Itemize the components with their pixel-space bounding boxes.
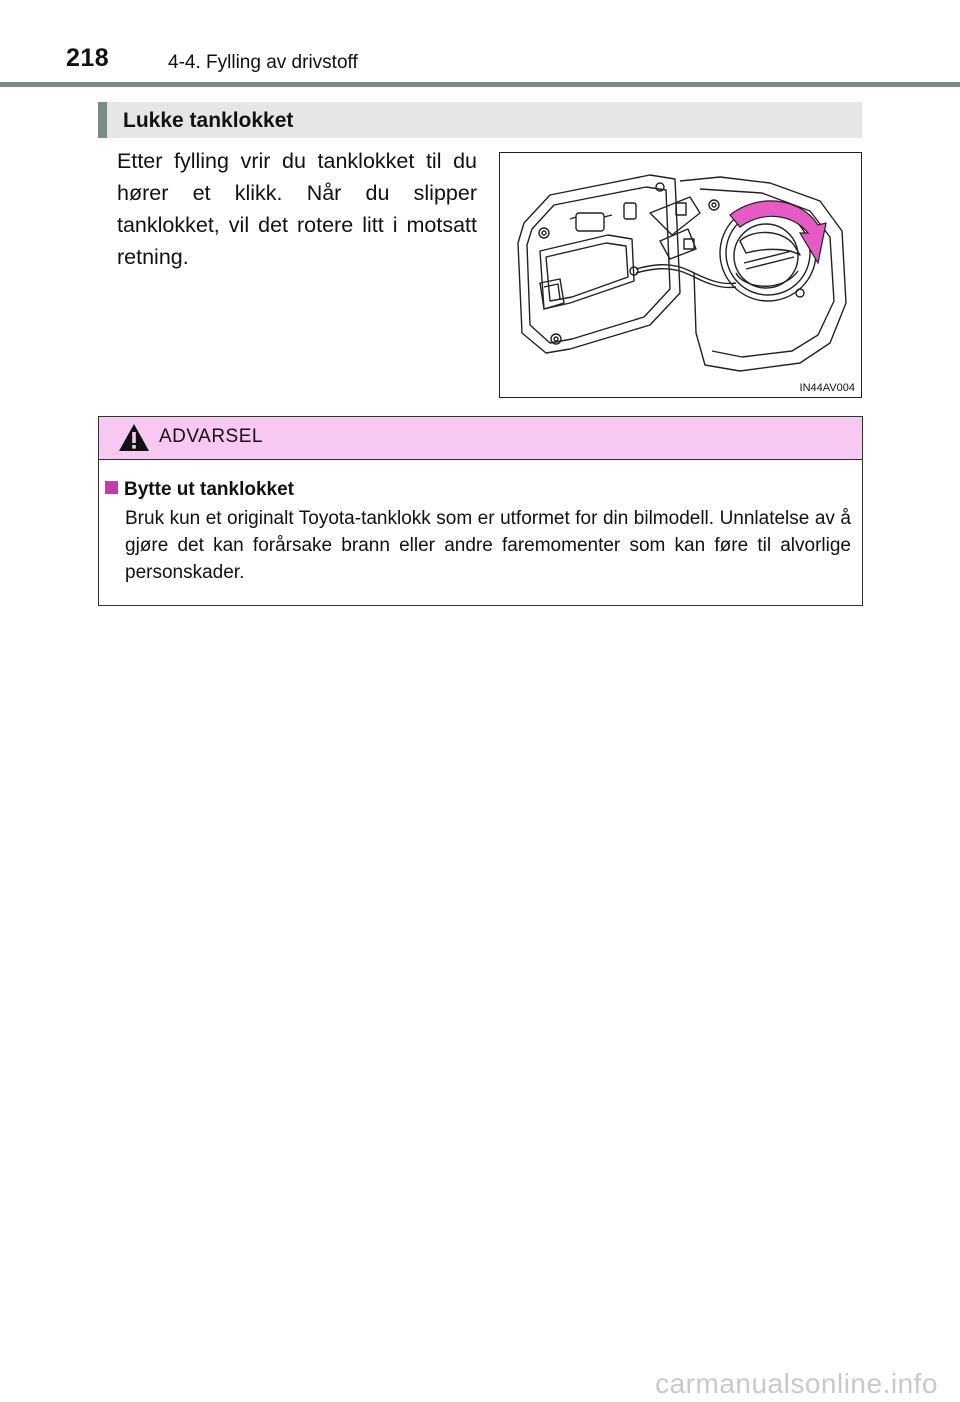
page-number: 218 xyxy=(66,44,110,72)
fuel-door-drawing xyxy=(500,153,861,397)
warning-item-title xyxy=(105,479,294,501)
section-title: Lukke tanklokket xyxy=(123,109,294,132)
warning-header xyxy=(99,417,862,460)
warning-icon xyxy=(117,422,151,454)
section-heading-bar xyxy=(98,102,862,138)
warning-item-text: Bruk kun et originalt Toyota-tanklokk som er utformet for din bilmodell. Unnlatelse av å gjøre det kan forårsake brann eller andre faremomenter som kan føre til alvorlige personskader. xyxy=(125,508,851,583)
figure-code: IN44AV004 xyxy=(799,382,855,394)
fuel-cap-illustration xyxy=(499,152,862,398)
warning-label: ADVARSEL xyxy=(159,426,263,447)
chapter-title: 4-4. Fylling av drivstoff xyxy=(168,52,358,73)
header-rule xyxy=(0,82,960,87)
section-body-text: Etter fylling vrir du tanklokket til du hører et klikk. Når du slipper tanklokket, vil det rotere litt i motsatt retning. xyxy=(117,149,477,269)
bullet-square-icon xyxy=(105,481,118,494)
warning-box xyxy=(98,416,863,606)
warning-item-title-text: Bytte ut tanklokket xyxy=(124,479,294,500)
watermark: carmanualsonline.info xyxy=(655,1368,938,1399)
